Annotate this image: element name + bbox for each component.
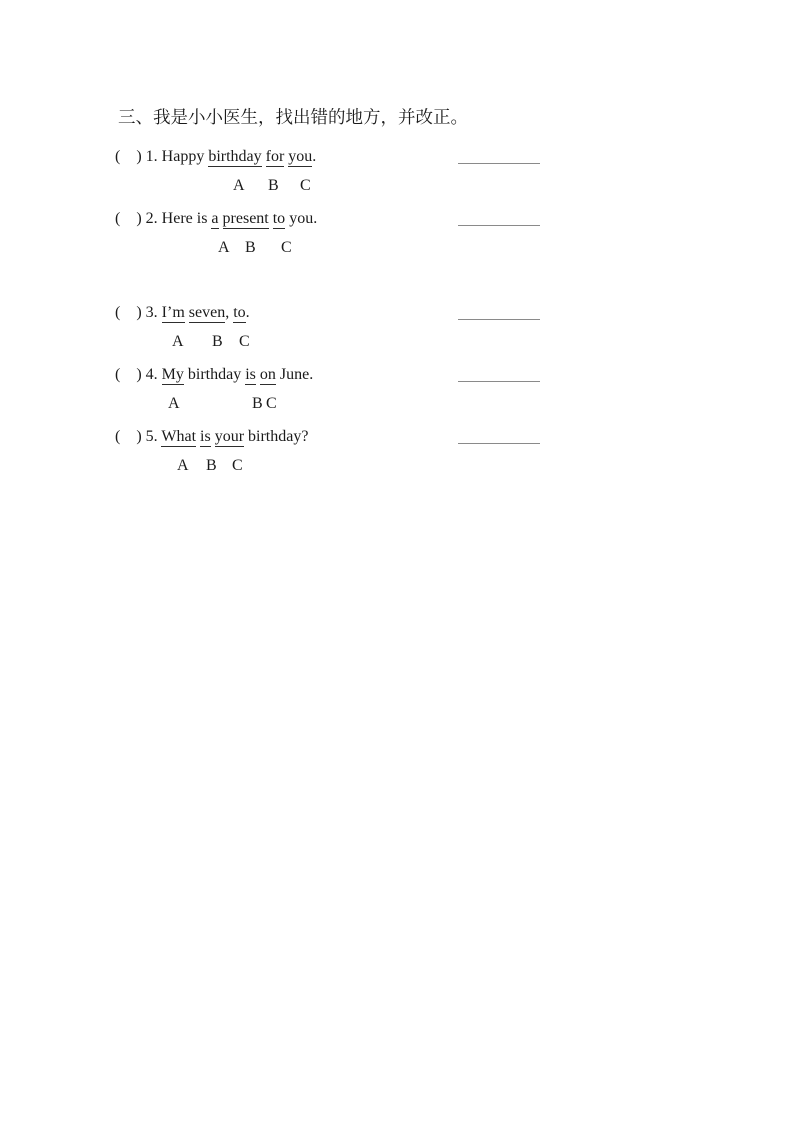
section-heading: 三、我是小小医生，找出错的地方，并改正。 xyxy=(118,107,468,127)
option-letter-row xyxy=(115,457,725,474)
text-segment: ( ) 2. Here is xyxy=(115,210,212,227)
question-line xyxy=(115,209,725,229)
question-block xyxy=(115,147,725,194)
question-block xyxy=(115,365,725,412)
question-text xyxy=(115,428,308,447)
text-segment: birthday xyxy=(183,366,246,383)
option-letter-row xyxy=(115,177,725,194)
question-block xyxy=(115,209,725,256)
underlined-word: is xyxy=(200,428,211,445)
text-segment: birthday? xyxy=(244,428,309,445)
option-letter: A xyxy=(172,333,184,350)
option-letter: B xyxy=(268,177,279,194)
option-letter: A xyxy=(168,395,180,412)
underlined-word: seven xyxy=(188,304,226,321)
answer-blank-line xyxy=(458,303,540,320)
question-line xyxy=(115,365,725,385)
underlined-word: My xyxy=(161,366,184,383)
question-text xyxy=(115,304,250,323)
question-line xyxy=(115,147,725,167)
underlined-word: on xyxy=(259,366,276,383)
option-letter: C xyxy=(281,239,292,256)
underlined-word: is xyxy=(245,366,256,383)
underlined-word: your xyxy=(214,428,245,445)
question-text xyxy=(115,366,313,385)
option-letter: B xyxy=(212,333,223,350)
answer-blank-line xyxy=(458,209,540,226)
option-letter: C xyxy=(239,333,250,350)
question-block xyxy=(115,427,725,474)
question-line xyxy=(115,303,725,323)
option-letter: B xyxy=(206,457,217,474)
option-letter: B xyxy=(252,395,263,412)
answer-blank-line xyxy=(458,147,540,164)
answer-blank-line xyxy=(458,427,540,444)
text-segment: June. xyxy=(275,366,314,383)
underlined-word: to xyxy=(233,304,246,321)
text-segment: , xyxy=(225,304,234,321)
text-segment: ( ) 1. Happy xyxy=(115,148,209,165)
option-letter-row xyxy=(115,239,725,256)
underlined-word: for xyxy=(265,148,285,165)
underlined-word: you xyxy=(288,148,313,165)
underlined-word: present xyxy=(222,210,269,227)
option-letter: C xyxy=(232,457,243,474)
text-segment: you. xyxy=(285,210,318,227)
question-list xyxy=(115,147,725,474)
question-line xyxy=(115,427,725,447)
text-segment xyxy=(219,210,223,227)
underlined-word: birthday xyxy=(208,148,262,165)
underlined-word: I’m xyxy=(161,304,185,321)
option-letter: A xyxy=(218,239,230,256)
text-segment: . xyxy=(312,148,317,165)
answer-blank-line xyxy=(458,365,540,382)
text-segment: ( ) 4. xyxy=(115,366,162,383)
option-letter-row xyxy=(115,333,725,350)
option-letter-row xyxy=(115,395,725,412)
option-letter: A xyxy=(177,457,189,474)
question-text xyxy=(115,148,316,167)
question-text xyxy=(115,210,317,229)
text-segment: ( ) 3. xyxy=(115,304,162,321)
underlined-word: a xyxy=(211,210,219,227)
question-block xyxy=(115,303,725,350)
option-letter: C xyxy=(266,395,277,412)
worksheet-content xyxy=(115,106,725,474)
option-letter: A xyxy=(233,177,245,194)
option-letter: C xyxy=(300,177,311,194)
text-segment: . xyxy=(245,304,250,321)
option-letter: B xyxy=(245,239,256,256)
underlined-word: to xyxy=(272,210,286,227)
underlined-word: What xyxy=(161,428,197,445)
text-segment: ( ) 5. xyxy=(115,428,162,445)
